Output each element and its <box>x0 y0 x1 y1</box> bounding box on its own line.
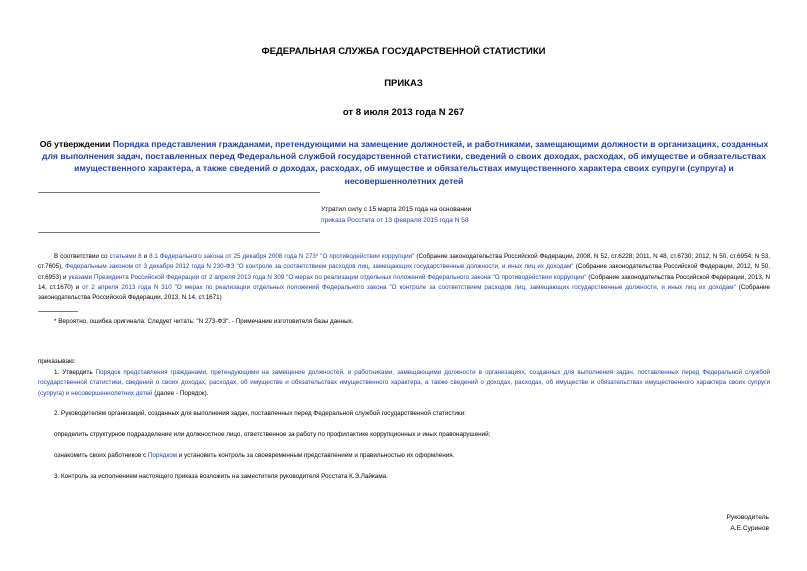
order-item-2: 2. Руководителям организаций, созданных для выполнения задач, поставленных перед Федеральной службой государственной статистики: <box>54 410 466 417</box>
status-note <box>321 205 471 226</box>
document-date: от 8 июля 2013 года N 267 <box>342 107 465 118</box>
document-type: ПРИКАЗ <box>384 78 423 89</box>
signatory-role: Руководитель <box>726 514 769 521</box>
link-article-8[interactable]: статьями 8 <box>109 253 142 260</box>
footnote: * Вероятно, ошибка оригинала. Следует читать: "N 273-ФЗ". - Примечание изготовителя базы данных. <box>54 318 354 325</box>
link-law-230[interactable]: Федеральным законом от 3 декабря 2012 года N 230-ФЗ "О контроле за соответствием расходов лиц, замещающих государственные должности, и иных лиц их доходам" <box>65 263 574 271</box>
preamble-text: В соответствии со <box>54 253 110 260</box>
order-item-2-b <box>38 451 770 461</box>
link-decree-310[interactable]: от 2 апреля 2013 года N 310 "О мерах по реализации отдельных положений Федерального закона "О контроле за соответствием расходов лиц, замещающих государственные должности, и иных лиц их доходам" <box>82 283 736 291</box>
link-procedure[interactable]: Порядок представления гражданами, претендующими на замещение должностей, и работниками, замещающими должности в организациях, созданных для выполнения задач, поставленных перед Федеральной службой государственной статистики, сведений о своих доходах, расходах, об имуществе и обязательствах имущественного характера, а также сведений о доходах, расходах, об имуществе и обязательствах имущественного характера своих супруги (супруга) и несовершеннолетних детей <box>38 369 771 397</box>
title-prefix: Об утверждении <box>39 139 113 149</box>
agency-name: ФЕДЕРАЛЬНАЯ СЛУЖБА ГОСУДАРСТВЕННОЙ СТАТИСТИКИ <box>261 46 546 57</box>
order-item-1 <box>38 368 770 399</box>
signatory-name: А.Е.Суринов <box>730 525 769 532</box>
preamble-text: (Собрание законодательства Российской Федерации, 2013, N 14, ст.1670) и <box>38 273 770 291</box>
link-decree-309[interactable]: указами Президента Российской Федерации от 2 апреля 2013 года N 309 "О мерах по реализации отдельных положений Федерального закона "О противодействии коррупции" <box>68 273 587 281</box>
footnote-divider <box>38 311 78 312</box>
preamble-paragraph <box>38 252 770 303</box>
item-text: (далее - Порядок). <box>152 389 209 397</box>
status-link[interactable]: приказа Росстата от 13 февраля 2015 года N 58 <box>321 216 469 224</box>
preamble-text: (Собрание законодательства Российской Федерации, 2012, N 50, ст.6953) и <box>38 263 770 281</box>
order-item-3: 3. Контроль за исполнением настоящего приказа возложить на заместителя руководителя Росстата К.Э.Лайкама. <box>54 473 388 480</box>
order-item-2-a: определить структурное подразделение или должностное лицо, ответственное за работу по профилактике коррупционных и иных правонарушений; <box>54 431 491 438</box>
item-text: ознакомить своих работников с <box>54 452 148 459</box>
link-law-273[interactable]: 8.1 Федерального закона от 25 декабря 2008 года N 273* <box>149 253 319 260</box>
divider-bottom <box>38 232 320 233</box>
divider-top <box>38 192 320 193</box>
preamble-text: (Собрание законодательства Российской Федерации, 2008, N 52, ст.6228; 2011, N 48, ст.6730; 2012, N 50, ст.6954; N 53, ст.7605), <box>38 253 770 271</box>
status-line: Утратил силу с 15 марта 2015 года на основании <box>321 206 472 213</box>
order-word: приказываю: <box>38 358 76 365</box>
link-anticorruption-law[interactable]: "О противодействии коррупции" <box>320 253 415 260</box>
document-title <box>38 138 770 187</box>
preamble-text: и <box>141 253 150 260</box>
signature-block <box>727 512 769 534</box>
link-procedure-short[interactable]: Порядком <box>147 452 178 459</box>
title-link[interactable]: Порядка представления гражданами, претендующими на замещение должностей, и работниками, замещающими должности в организациях, созданных для выполнения задач, поставленных перед Федеральной службой государственной статистики, сведений о своих доходах, расходах, об имуществе и обязательствах имущественного характера, а также сведений о доходах, расходах, об имуществе и обязательствах имущественного характера своих супруги (супруга) и несовершеннолетних детей <box>42 139 769 186</box>
item-text: 1. Утвердить <box>54 369 96 376</box>
preamble-text: (Собрание законодательства Российской Федерации, 2013, N 14, ст.1671) <box>38 283 770 302</box>
item-text: и установить контроль за своевременным представлением и правильностью их оформления. <box>177 452 455 459</box>
